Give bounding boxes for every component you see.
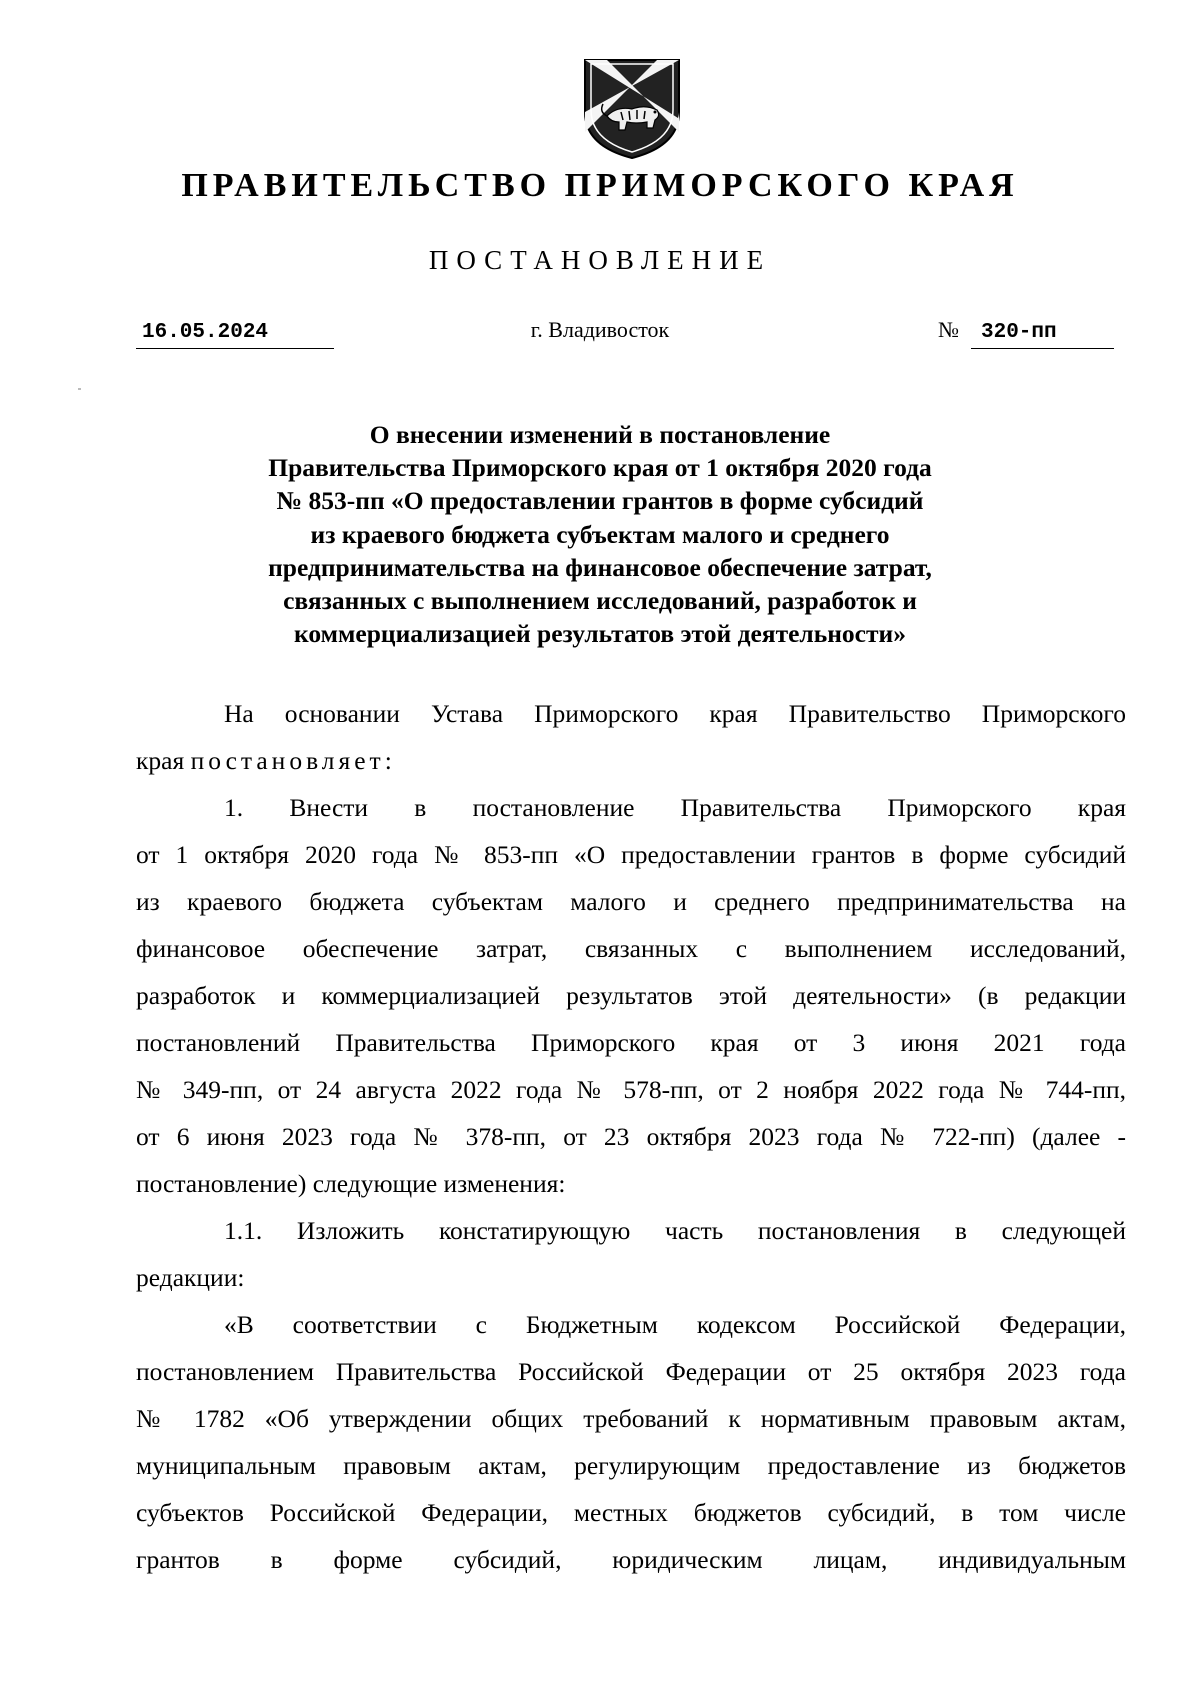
body-line: 1. Внести в постановление Правительства Приморского края [224, 793, 1126, 822]
document-type: ПОСТАНОВЛЕНИЕ [428, 245, 772, 275]
heading-line: О внесении изменений в постановление [369, 420, 831, 449]
document-date: 16.05.2024 [136, 318, 334, 349]
number-sign: № [938, 317, 959, 342]
body-line: субъектов Российской Федерации, местных бюджетов субсидий, в том числе [136, 1498, 1126, 1527]
government-title: ПРАВИТЕЛЬСТВО ПРИМОРСКОГО КРАЯ [181, 167, 1019, 204]
body-word: края [136, 746, 185, 775]
body-line: № 349-пп, от 24 августа 2022 года № 578-пп, от 2 ноября 2022 года № 744-пп, [136, 1075, 1126, 1104]
body-line: из краевого бюджета субъектам малого и среднего предпринимательства на [136, 887, 1126, 916]
heading-line: предпринимательства на финансовое обеспечение затрат, [268, 552, 932, 582]
heading-line: связанных с выполнением исследований, разработок и [283, 586, 917, 616]
body-line: постановлением Правительства Российской Федерации от 25 октября 2023 года [136, 1357, 1126, 1386]
heading-line: коммерциализацией результатов этой деятельности» [294, 619, 906, 649]
scan-speck [78, 388, 81, 390]
body-word-spaced: постановляет: [190, 746, 396, 775]
body-line: На основании Устава Приморского края Правительство Приморского [224, 699, 1126, 728]
heading-line: Правительства Приморского края от 1 октября 2020 года [268, 453, 932, 483]
body-line [136, 737, 1126, 784]
document-city: г. Владивосток [530, 317, 670, 342]
body-line: от 6 июня 2023 года № 378-пп, от 23 октября 2023 года № 722-пп) (далее - [136, 1122, 1126, 1151]
body-line: «В соответствии с Бюджетным кодексом Российской Федерации, [224, 1310, 1126, 1339]
body-line: № 1782 «Об утверждении общих требований к нормативным правовым актам, [136, 1404, 1126, 1433]
document-body [136, 690, 1126, 1583]
document-heading [150, 418, 1050, 650]
document-number-block [938, 315, 1118, 345]
body-line: редакции: [136, 1263, 245, 1292]
body-line: постановлений Правительства Приморского края от 3 июня 2021 года [136, 1028, 1126, 1057]
document-meta-row [0, 318, 1200, 352]
heading-line: № 853-пп «О предоставлении грантов в форме субсидий [276, 486, 924, 516]
coat-of-arms-emblem [577, 54, 687, 160]
body-line: постановление) следующие изменения: [136, 1169, 566, 1198]
body-line: 1.1. Изложить констатирующую часть постановления в следующей [224, 1216, 1126, 1245]
body-line: муниципальным правовым актам, регулирующим предоставление из бюджетов [136, 1451, 1126, 1480]
body-line: финансовое обеспечение затрат, связанных с выполнением исследований, [136, 934, 1126, 963]
document-number: 320-пп [971, 318, 1114, 349]
heading-line: из краевого бюджета субъектам малого и среднего [310, 519, 890, 549]
body-line: от 1 октября 2020 года № 853-пп «О предоставлении грантов в форме субсидий [136, 840, 1126, 869]
body-line: разработок и коммерциализацией результатов этой деятельности» (в редакции [136, 981, 1126, 1010]
body-line: грантов в форме субсидий, юридическим лицам, индивидуальным [136, 1545, 1126, 1574]
